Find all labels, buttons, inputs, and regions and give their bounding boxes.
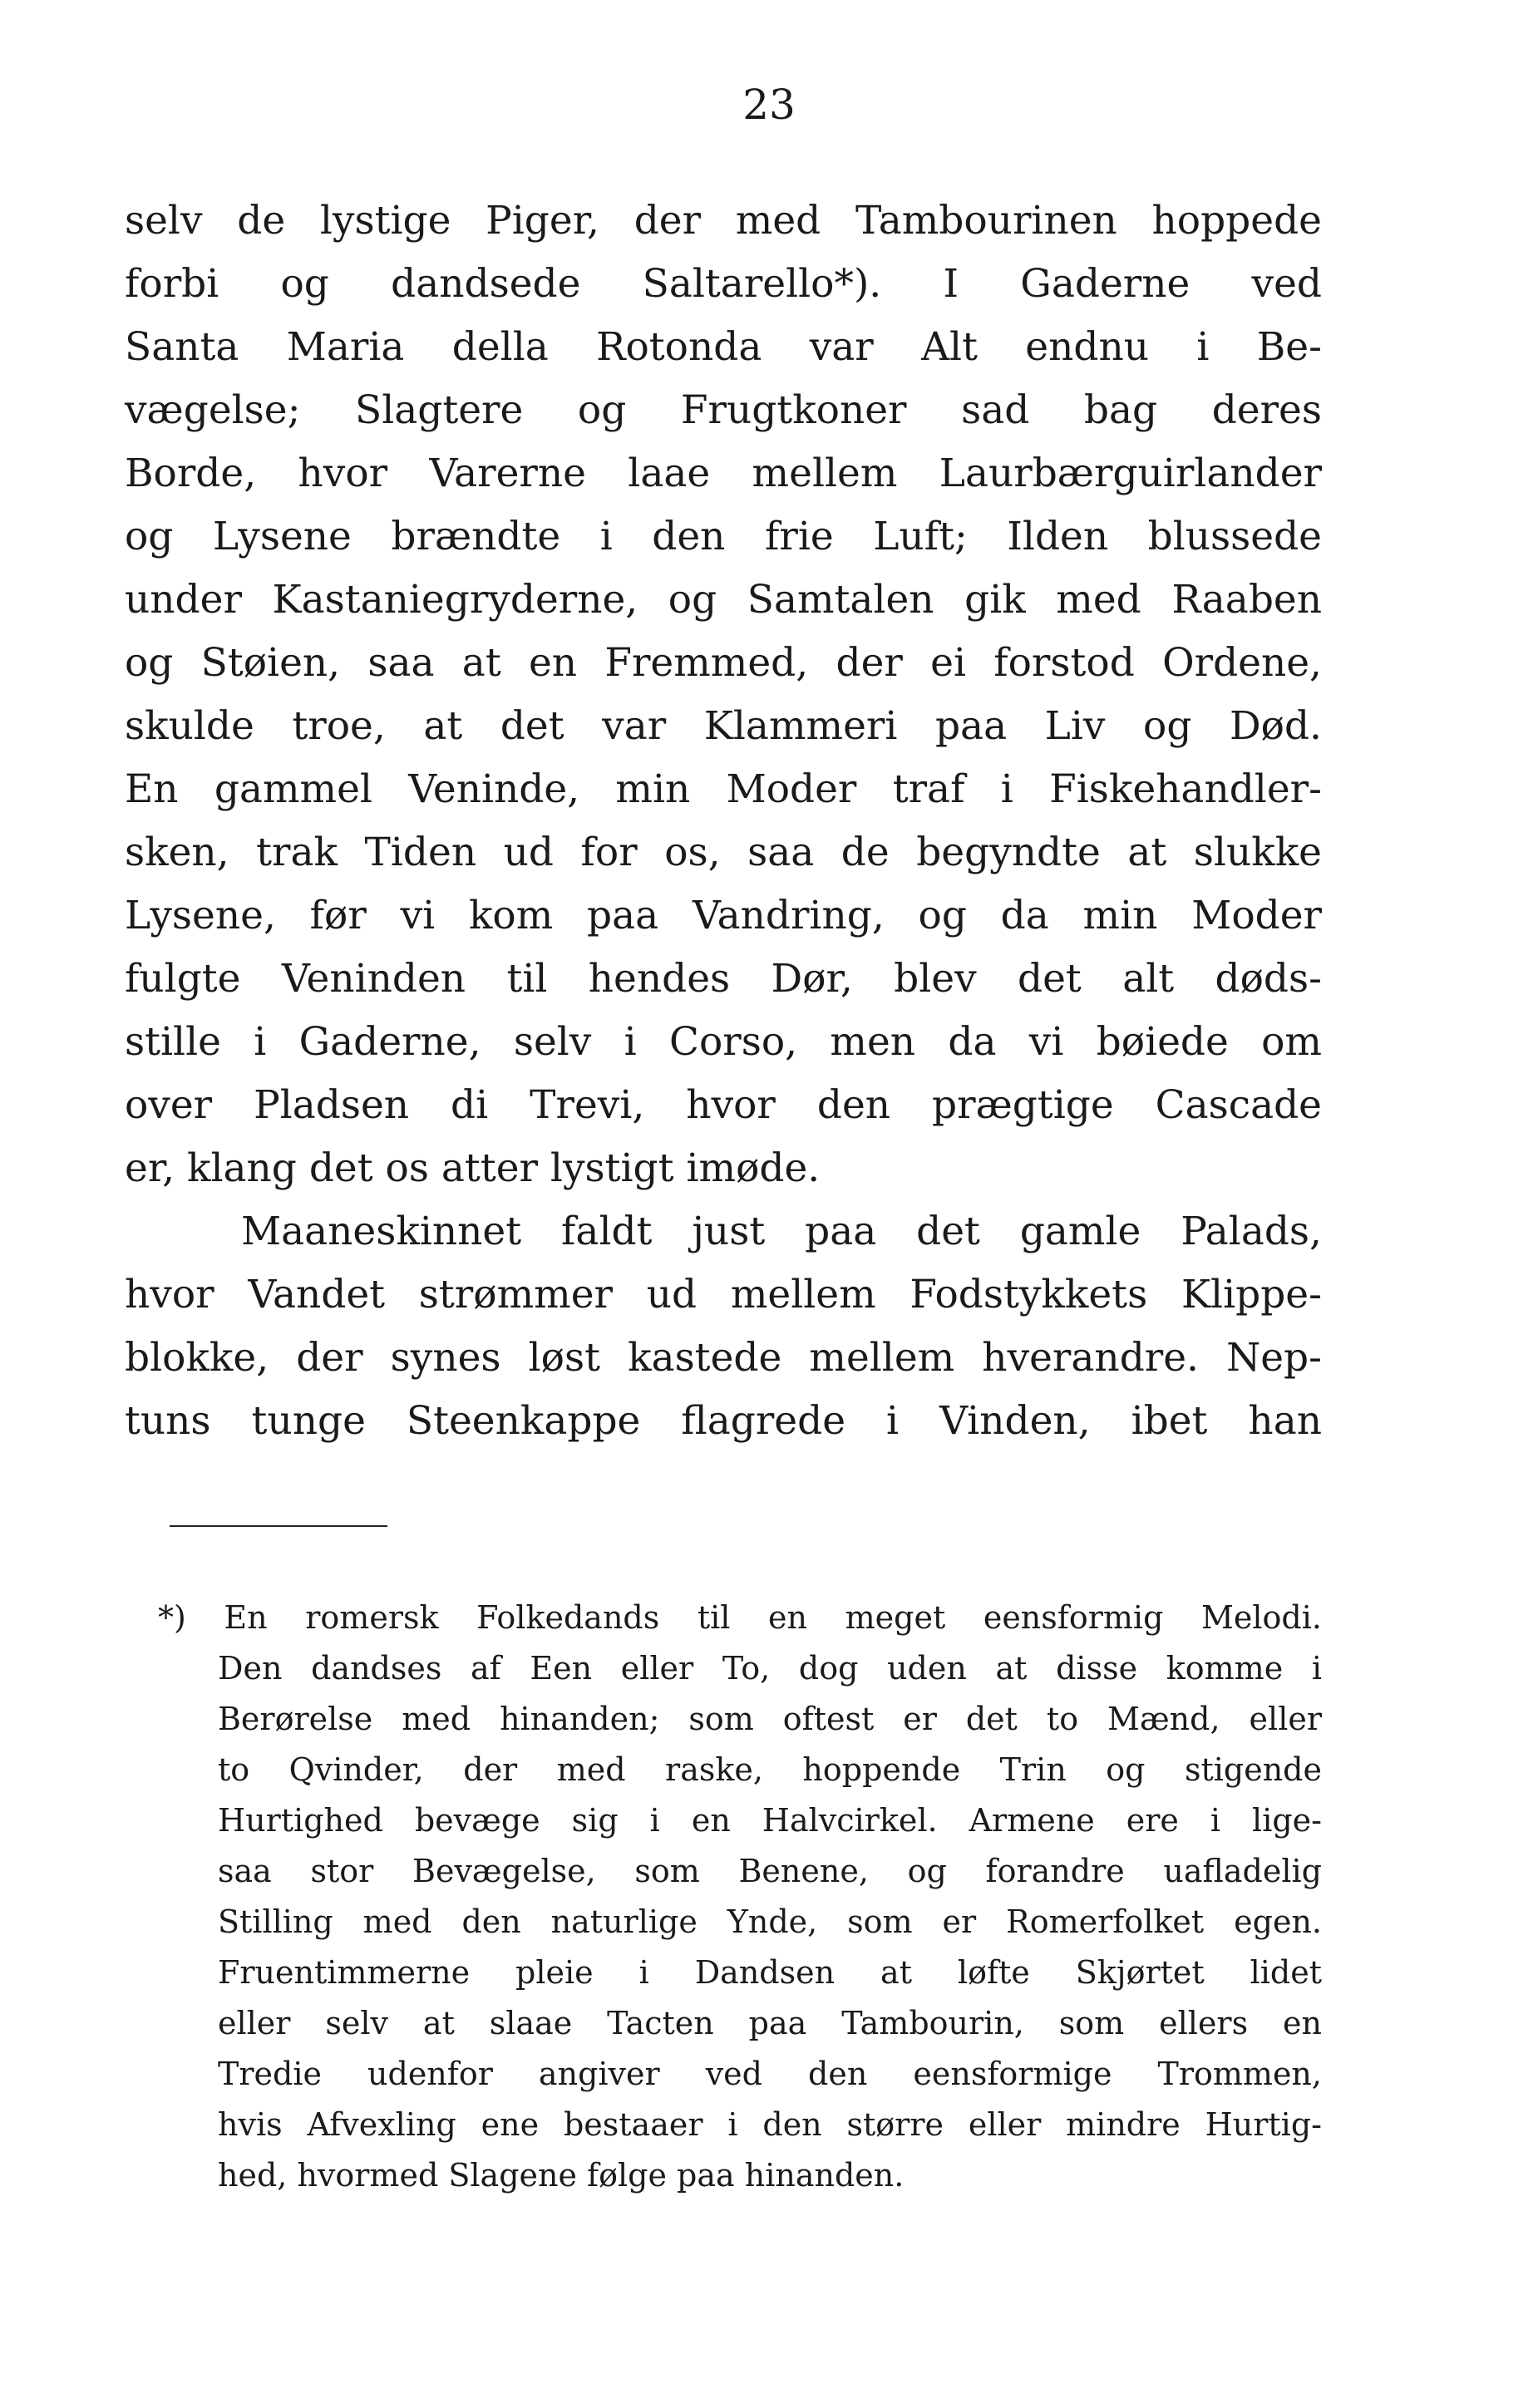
footnote-line-11: hvis Afvexling ene bestaaer i den større eller mindre Hurtig-	[218, 2106, 1322, 2143]
main-text	[125, 190, 1322, 1453]
footnote-line-8: Fruentimmerne pleie i Dandsen at løfte Skjørtet lidet	[218, 1954, 1322, 1991]
footnote-line-5: Hurtighed bevæge sig i en Halvcirkel. Armene ere i lige-	[218, 1802, 1322, 1839]
footnote-line-7: Stilling med den naturlige Ynde, som er Romerfolket egen.	[218, 1903, 1322, 1940]
text-line-5: Borde, hvor Varerne laae mellem Laurbærguirlander	[125, 451, 1322, 496]
footnote-line-4: to Qvinder, der med raske, hoppende Trin og stigende	[218, 1751, 1322, 1788]
footnote-line-2: Den dandses af Een eller To, dog uden at disse komme i	[218, 1650, 1322, 1687]
footnote	[125, 1593, 1322, 2201]
text-line-20: tuns tunge Steenkappe flagrede i Vinden, ibet han	[125, 1398, 1322, 1444]
text-line-9: skulde troe, at det var Klammeri paa Liv og Død.	[125, 703, 1322, 749]
text-line-6: og Lysene brændte i den frie Luft; Ilden blussede	[125, 514, 1322, 559]
text-line-16: er, klang det os atter lystigt imøde.	[125, 1145, 821, 1191]
footnote-separator	[170, 1525, 387, 1527]
text-line-10: En gammel Veninde, min Moder traf i Fiskehandler-	[125, 766, 1322, 812]
text-line-8: og Støien, saa at en Fremmed, der ei forstod Ordene,	[125, 640, 1322, 686]
footnote-line-6: saa stor Bevægelse, som Benene, og forandre uafladelig	[218, 1853, 1322, 1889]
text-line-13: fulgte Veninden til hendes Dør, blev det alt døds-	[125, 956, 1322, 1002]
text-line-17: Maaneskinnet faldt just paa det gamle Palads,	[241, 1209, 1322, 1254]
text-line-1: selv de lystige Piger, der med Tambourinen hoppede	[125, 198, 1322, 244]
text-line-4: vægelse; Slagtere og Frugtkoner sad bag deres	[125, 387, 1322, 433]
footnote-line-9: eller selv at slaae Tacten paa Tambourin, som ellers en	[218, 2005, 1322, 2041]
text-line-15: over Pladsen di Trevi, hvor den prægtige Cascade	[125, 1082, 1322, 1128]
footnote-line-10: Tredie udenfor angiver ved den eensformige Trommen,	[218, 2056, 1322, 2092]
footnote-line-12: hed, hvormed Slagene følge paa hinanden.	[218, 2157, 905, 2194]
text-line-11: sken, trak Tiden ud for os, saa de begyndte at slukke	[125, 830, 1322, 875]
page-number: 23	[742, 81, 796, 129]
text-line-7: under Kastaniegryderne, og Samtalen gik med Raaben	[125, 577, 1322, 623]
text-line-19: blokke, der synes løst kastede mellem hverandre. Nep-	[125, 1335, 1322, 1381]
text-line-18: hvor Vandet strømmer ud mellem Fodstykkets Klippe-	[125, 1272, 1322, 1317]
footnote-line-1: *) En romersk Folkedands til en meget eensformig Melodi.	[158, 1599, 1322, 1636]
footnote-line-3: Berørelse med hinanden; som oftest er det to Mænd, eller	[218, 1701, 1322, 1737]
text-line-3: Santa Maria della Rotonda var Alt endnu i Be-	[125, 324, 1322, 370]
text-line-2: forbi og dandsede Saltarello*). I Gaderne ved	[125, 261, 1322, 307]
text-line-12: Lysene, før vi kom paa Vandring, og da min Moder	[125, 893, 1322, 938]
text-line-14: stille i Gaderne, selv i Corso, men da vi bøiede om	[125, 1019, 1322, 1065]
